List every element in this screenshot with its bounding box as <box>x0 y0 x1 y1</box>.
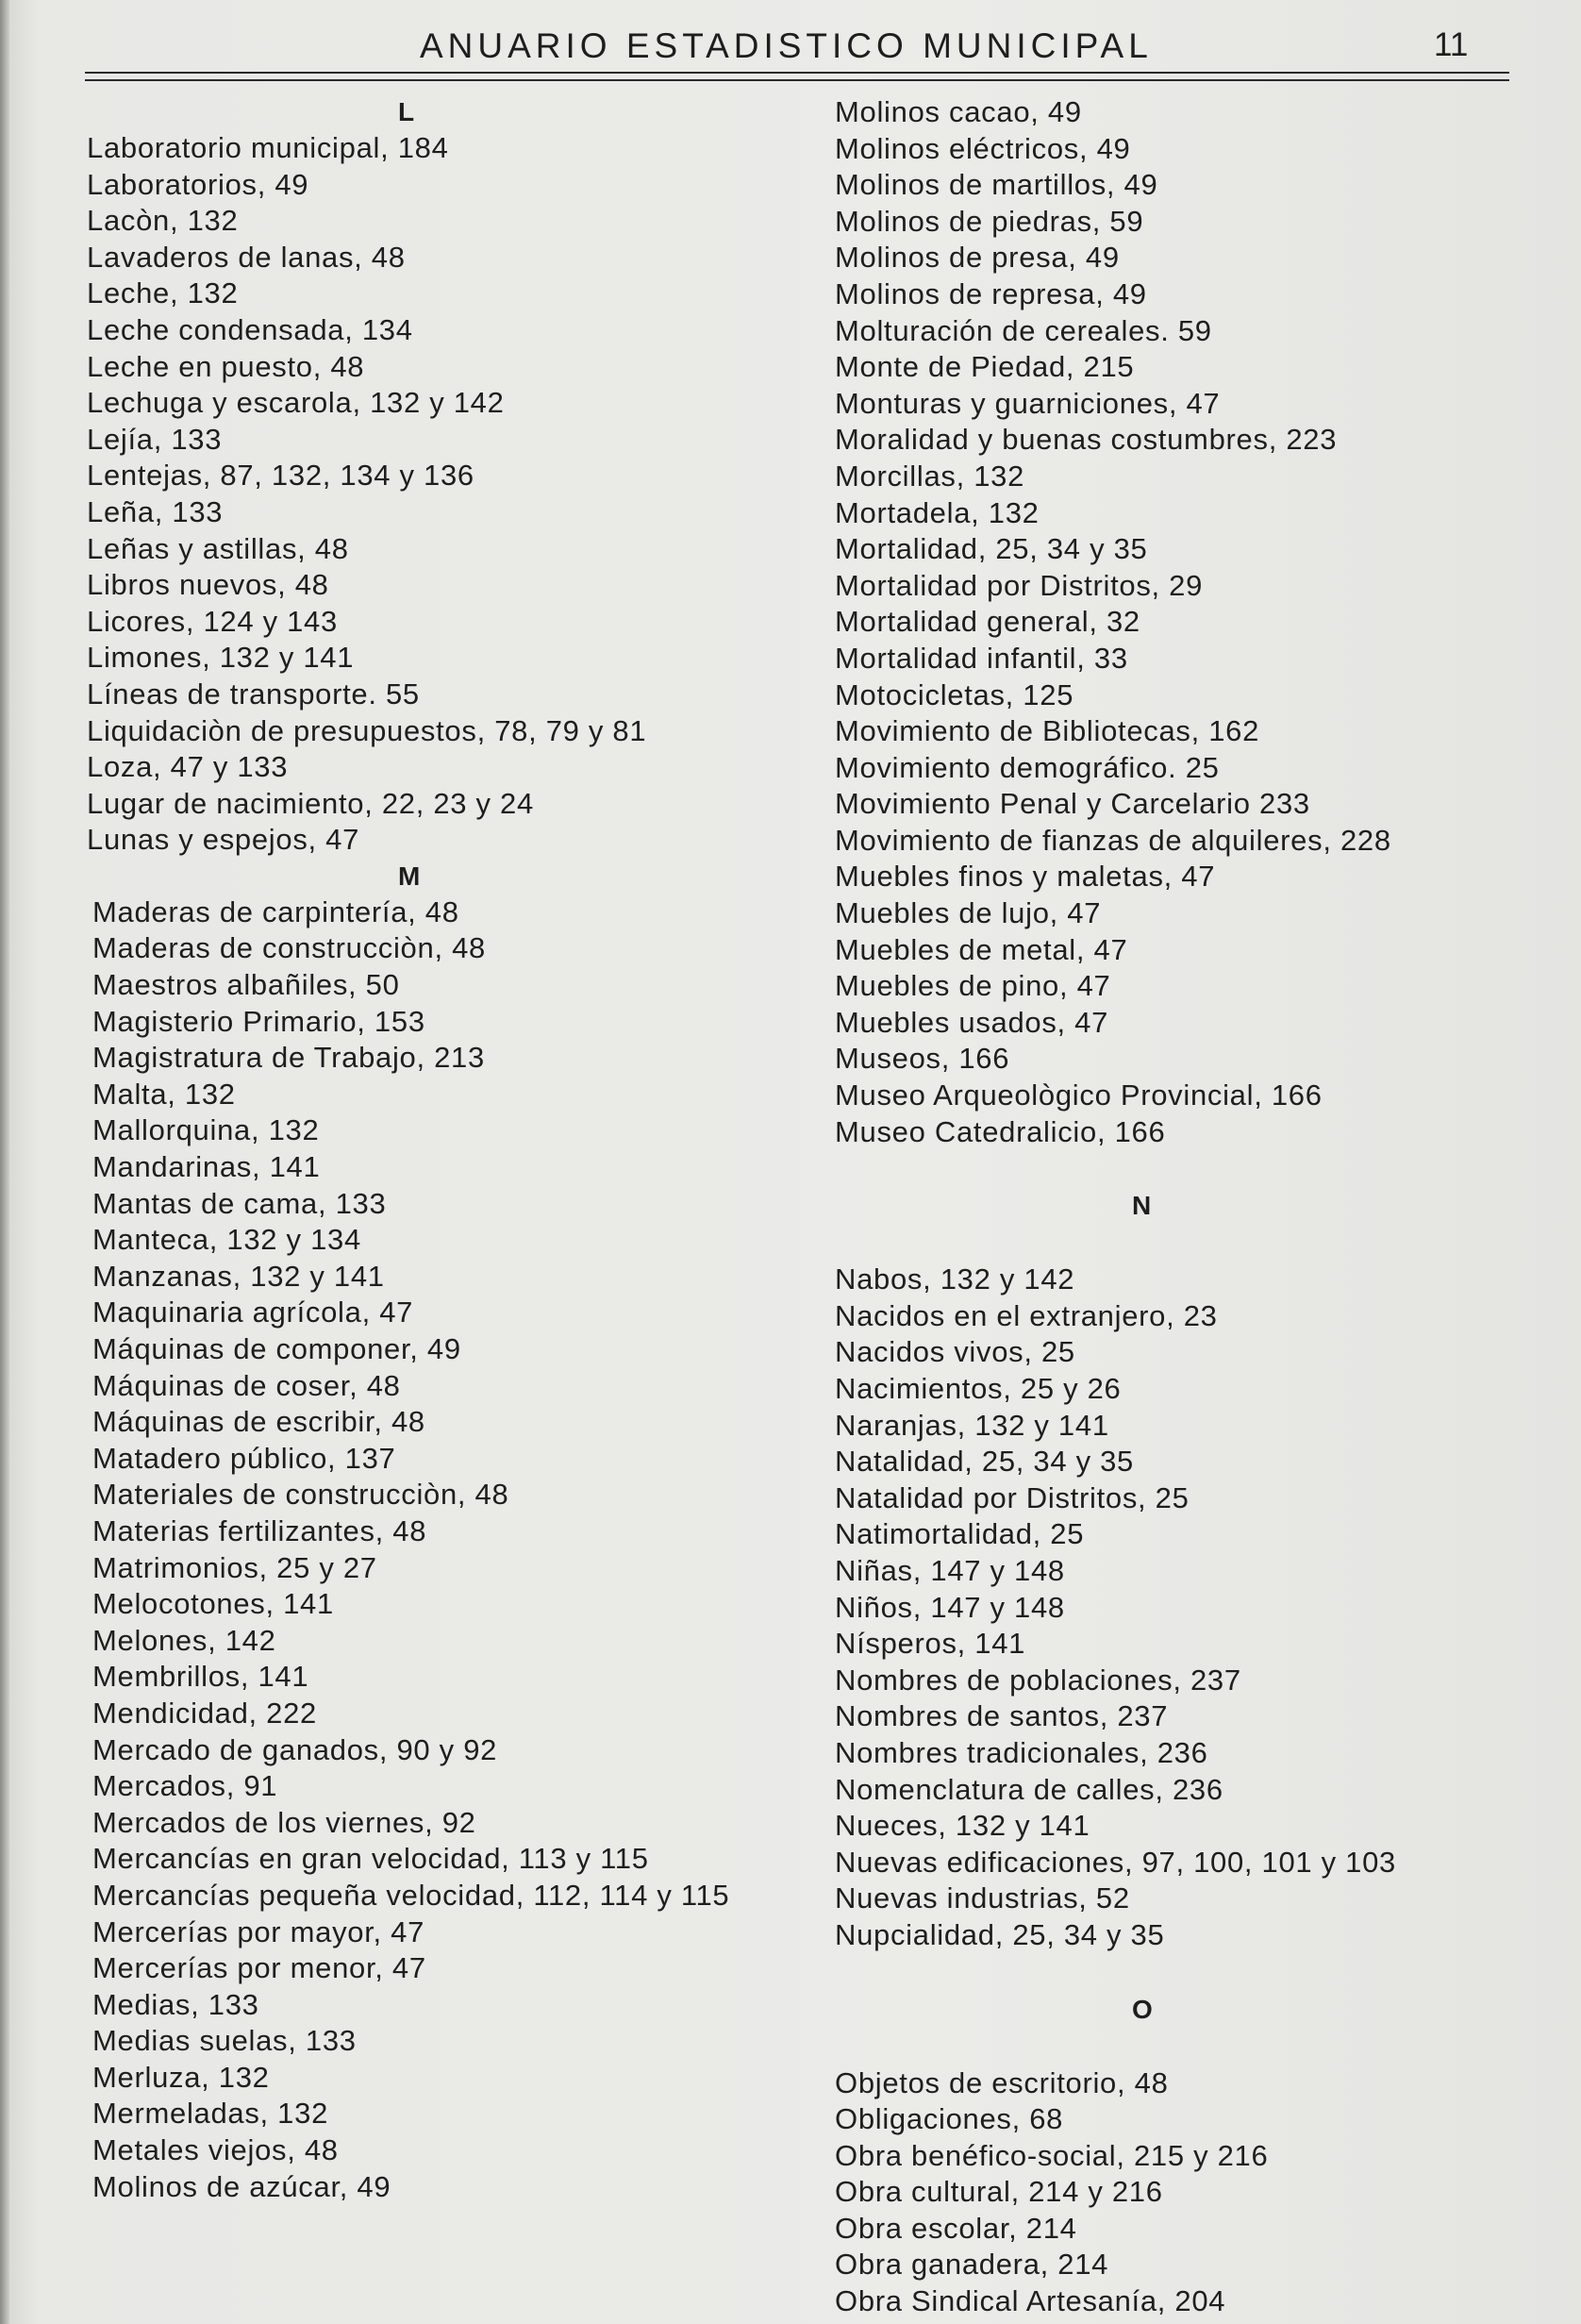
section-letter-l: L <box>398 97 415 126</box>
index-entry: Molturación de cereales. 59 <box>835 313 1212 347</box>
index-entry: Monte de Piedad, 215 <box>835 350 1135 384</box>
section-letter-m: M <box>398 861 421 891</box>
index-entry: Nomenclatura de calles, 236 <box>835 1772 1223 1806</box>
index-entry: Molinos eléctricos, 49 <box>835 131 1131 165</box>
index-entry: Obra Sindical Artesanía, 204 <box>835 2284 1226 2318</box>
index-entry: Nombres de poblaciones, 237 <box>835 1663 1241 1697</box>
index-entry: Laboratorio municipal, 184 <box>87 131 449 164</box>
index-entry: Niñas, 147 y 148 <box>835 1553 1065 1587</box>
index-entry: Membrillos, 141 <box>92 1660 309 1694</box>
index-entry: Máquinas de componer, 49 <box>92 1332 461 1365</box>
index-entry: Maquinaria agrícola, 47 <box>92 1296 414 1329</box>
index-entry: Movimiento Penal y Carcelario 233 <box>835 787 1310 821</box>
index-entry: Loza, 47 y 133 <box>87 750 289 784</box>
index-entry: Mercado de ganados, 90 y 92 <box>92 1732 498 1766</box>
index-entry: Mortalidad infantil, 33 <box>835 641 1128 675</box>
index-entry: Lunas y espejos, 47 <box>87 823 360 857</box>
page-header <box>85 26 1509 92</box>
index-entry: Materias fertilizantes, 48 <box>92 1513 427 1547</box>
index-entry: Mermeladas, 132 <box>92 2097 329 2131</box>
index-entry: Movimiento de fianzas de alquileres, 228 <box>835 823 1391 857</box>
index-entry: Maderas de carpintería, 48 <box>92 894 459 928</box>
index-entry: Matadero público, 137 <box>92 1441 396 1475</box>
index-entry: Melocotones, 141 <box>92 1587 334 1621</box>
index-entry: Museo Arqueològico Provincial, 166 <box>835 1078 1323 1112</box>
index-entry: Melones, 142 <box>92 1623 276 1657</box>
index-entry: Movimiento demográfico. 25 <box>835 750 1220 784</box>
index-entry: Natalidad, 25, 34 y 35 <box>835 1445 1134 1479</box>
index-entry: Laboratorios, 49 <box>87 167 309 201</box>
index-entry: Museo Catedralicio, 166 <box>835 1114 1166 1148</box>
index-entry: Maestros albañiles, 50 <box>92 968 400 1002</box>
index-entry: Objetos de escritorio, 48 <box>835 2065 1169 2099</box>
header-rule <box>85 79 1509 81</box>
index-entry: Obligaciones, 68 <box>835 2102 1064 2136</box>
index-entry: Nombres de santos, 237 <box>835 1699 1169 1733</box>
index-entry: Muebles finos y maletas, 47 <box>835 860 1216 894</box>
index-entry: Lacòn, 132 <box>87 204 239 238</box>
index-entry: Mallorquina, 132 <box>92 1113 320 1147</box>
index-entry: Lentejas, 87, 132, 134 y 136 <box>87 459 474 493</box>
index-entry: Mortalidad general, 32 <box>835 605 1140 639</box>
index-entry: Molinos cacao, 49 <box>835 95 1082 128</box>
index-entry: Lavaderos de lanas, 48 <box>87 240 406 274</box>
section-spacer <box>835 1954 1552 1992</box>
index-entry: Mantas de cama, 133 <box>92 1186 387 1220</box>
index-entry: Muebles usados, 47 <box>835 1005 1109 1039</box>
index-entry: Lejía, 133 <box>87 422 223 456</box>
index-entry: Nuevas edificaciones, 97, 100, 101 y 103 <box>835 1845 1396 1879</box>
index-entry: Obra ganadera, 214 <box>835 2248 1109 2282</box>
index-entry: Natalidad por Distritos, 25 <box>835 1480 1190 1514</box>
index-entry: Mortalidad, 25, 34 y 35 <box>835 532 1148 566</box>
page-number: 11 <box>1434 26 1469 63</box>
index-entry: Mercancías pequeña velocidad, 112, 114 y 115 <box>92 1878 730 1912</box>
index-entry: Moralidad y buenas costumbres, 223 <box>835 423 1338 457</box>
index-column-left <box>87 94 804 2205</box>
index-entry: Museos, 166 <box>835 1042 1010 1076</box>
index-entry: Mortadela, 132 <box>835 495 1040 529</box>
index-entry: Materiales de construcciòn, 48 <box>92 1478 509 1512</box>
section-spacer <box>835 1224 1552 1262</box>
index-column-right <box>835 94 1552 2320</box>
index-entry: Monturas y guarniciones, 47 <box>835 386 1221 420</box>
index-entry: Lechuga y escarola, 132 y 142 <box>87 386 505 420</box>
section-spacer <box>835 2028 1552 2065</box>
index-entry: Medias suelas, 133 <box>92 2024 357 2058</box>
index-entry: Magistratura de Trabajo, 213 <box>92 1041 485 1075</box>
index-entry: Molinos de piedras, 59 <box>835 204 1144 238</box>
index-entry: Nabos, 132 y 142 <box>835 1262 1075 1296</box>
index-entry: Nombres tradicionales, 236 <box>835 1735 1208 1769</box>
index-entry: Nacidos en el extranjero, 23 <box>835 1298 1218 1332</box>
index-entry: Líneas de transporte. 55 <box>87 677 420 711</box>
index-entry: Morcillas, 132 <box>835 459 1025 493</box>
index-entry: Licores, 124 y 143 <box>87 604 338 638</box>
index-entry: Mercados de los viernes, 92 <box>92 1805 476 1839</box>
index-entry: Manteca, 132 y 134 <box>92 1223 361 1257</box>
index-entry: Mercerías por menor, 47 <box>92 1951 426 1985</box>
index-entry: Mercancías en gran velocidad, 113 y 115 <box>92 1842 649 1876</box>
index-entry: Liquidaciòn de presupuestos, 78, 79 y 81 <box>87 713 647 747</box>
index-entry: Nacimientos, 25 y 26 <box>835 1372 1122 1405</box>
index-entry: Máquinas de escribir, 48 <box>92 1405 425 1439</box>
index-entry: Leche condensada, 134 <box>87 312 413 346</box>
index-entry: Movimiento de Bibliotecas, 162 <box>835 714 1260 748</box>
index-entry: Obra escolar, 214 <box>835 2211 1077 2245</box>
index-entry: Obra benéfico-social, 215 y 216 <box>835 2138 1269 2172</box>
index-entry: Muebles de metal, 47 <box>835 932 1128 966</box>
index-entry: Libros nuevos, 48 <box>87 568 329 602</box>
index-entry: Maderas de construcciòn, 48 <box>92 931 486 965</box>
index-entry: Nísperos, 141 <box>835 1627 1026 1661</box>
index-entry: Mortalidad por Distritos, 29 <box>835 568 1204 602</box>
index-entry: Mercerías por mayor, 47 <box>92 1914 425 1948</box>
page-title: ANUARIO ESTADISTICO MUNICIPAL <box>420 26 1153 65</box>
index-entry: Lugar de nacimiento, 22, 23 y 24 <box>87 786 534 820</box>
index-entry: Molinos de azúcar, 49 <box>92 2169 391 2203</box>
index-entry: Malta, 132 <box>92 1077 236 1111</box>
index-entry: Mandarinas, 141 <box>92 1150 321 1184</box>
index-entry: Nupcialidad, 25, 34 y 35 <box>835 1917 1165 1951</box>
index-entry: Leche, 132 <box>87 276 239 310</box>
index-entry: Nuevas industrias, 52 <box>835 1881 1130 1915</box>
index-entry: Máquinas de coser, 48 <box>92 1368 401 1402</box>
index-entry: Muebles de lujo, 47 <box>835 896 1102 930</box>
index-entry: Metales viejos, 48 <box>92 2133 339 2167</box>
index-entry: Nacidos vivos, 25 <box>835 1335 1075 1369</box>
index-entry: Medias, 133 <box>92 1987 259 2021</box>
index-entry: Matrimonios, 25 y 27 <box>92 1550 377 1584</box>
index-entry: Molinos de represa, 49 <box>835 276 1147 310</box>
index-entry: Mendicidad, 222 <box>92 1696 317 1730</box>
index-entry: Mercados, 91 <box>92 1769 278 1803</box>
index-entry: Leñas y astillas, 48 <box>87 531 349 565</box>
index-entry: Natimortalidad, 25 <box>835 1517 1085 1551</box>
index-entry: Leche en puesto, 48 <box>87 349 365 383</box>
book-spine-shadow <box>0 0 9 2324</box>
index-entry: Magisterio Primario, 153 <box>92 1004 425 1038</box>
index-entry: Leña, 133 <box>87 494 224 528</box>
section-letter-n: N <box>1132 1191 1152 1221</box>
section-spacer <box>835 1150 1552 1188</box>
index-entry: Naranjas, 132 y 141 <box>835 1408 1109 1442</box>
index-entry: Limones, 132 y 141 <box>87 641 355 675</box>
section-letter-o: O <box>1132 1994 1153 2024</box>
index-entry: Merluza, 132 <box>92 2060 270 2094</box>
index-entry: Molinos de martillos, 49 <box>835 168 1158 202</box>
index-entry: Niños, 147 y 148 <box>835 1590 1065 1624</box>
index-entry: Motocicletas, 125 <box>835 677 1074 711</box>
index-entry: Molinos de presa, 49 <box>835 241 1120 275</box>
index-entry: Muebles de pino, 47 <box>835 969 1111 1003</box>
header-rule <box>85 72 1509 74</box>
index-entry: Manzanas, 132 y 141 <box>92 1259 385 1293</box>
index-entry: Nueces, 132 y 141 <box>835 1809 1090 1843</box>
index-entry: Obra cultural, 214 y 216 <box>835 2175 1163 2209</box>
